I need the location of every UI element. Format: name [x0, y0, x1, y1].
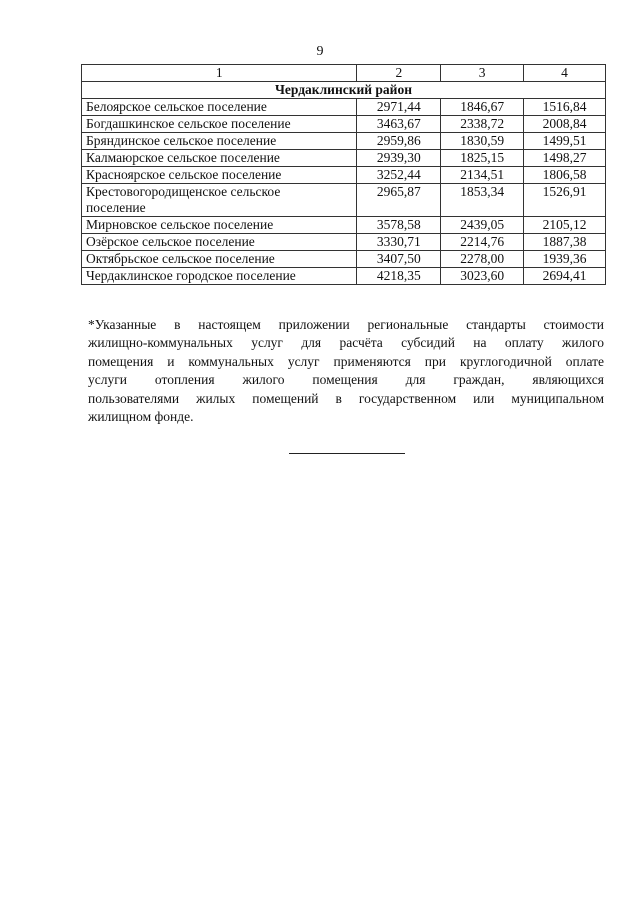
settlement-name: Мирновское сельское поселение — [82, 217, 357, 234]
value-col-3: 3023,60 — [441, 268, 524, 285]
value-col-4: 1806,58 — [524, 167, 606, 184]
table-row — [82, 184, 606, 217]
settlement-name: Калмаюрское сельское поселение — [82, 150, 357, 167]
table-row — [82, 217, 606, 234]
value-col-2: 2971,44 — [357, 99, 441, 116]
footnote-line: *Указанные в настоящем приложении региональные стандарты стоимости — [88, 317, 604, 332]
value-col-3: 1825,15 — [441, 150, 524, 167]
value-col-4: 2008,84 — [524, 116, 606, 133]
table-row — [82, 234, 606, 251]
section-row — [82, 82, 606, 99]
table-row — [82, 150, 606, 167]
standards-table — [81, 64, 606, 285]
value-col-4: 1516,84 — [524, 99, 606, 116]
settlement-name: Богдашкинское сельское поселение — [82, 116, 357, 133]
settlement-name: Бряндинское сельское поселение — [82, 133, 357, 150]
footnote-line: пользователями жилых помещений в государственном или муниципальном — [88, 390, 604, 406]
value-col-2: 3578,58 — [357, 217, 441, 234]
footnote-line: жилищно-коммунальных услуг для расчёта субсидий на оплату жилого — [88, 335, 604, 351]
value-col-2: 2965,87 — [357, 184, 441, 217]
section-title: Чердаклинский район — [82, 82, 606, 99]
value-col-3: 1846,67 — [441, 99, 524, 116]
table-row — [82, 116, 606, 133]
settlement-name: Озёрское сельское поселение — [82, 234, 357, 251]
value-col-2: 3463,67 — [357, 116, 441, 133]
settlement-name: Октябрьское сельское поселение — [82, 251, 357, 268]
footnote-line: помещения и коммунальных услуг применяются при круглогодичной оплате — [88, 353, 604, 369]
page-number: 9 — [316, 44, 324, 59]
value-col-4: 1526,91 — [524, 184, 606, 217]
table-header-row — [82, 65, 606, 82]
footnote-line: жилищном фонде. — [88, 409, 194, 425]
end-divider — [289, 453, 405, 454]
value-col-4: 1887,38 — [524, 234, 606, 251]
value-col-3: 2278,00 — [441, 251, 524, 268]
value-col-3: 2439,05 — [441, 217, 524, 234]
value-col-2: 3252,44 — [357, 167, 441, 184]
value-col-2: 2939,30 — [357, 150, 441, 167]
value-col-3: 2134,51 — [441, 167, 524, 184]
header-col-1: 1 — [82, 65, 357, 82]
header-col-4: 4 — [524, 65, 606, 82]
value-col-3: 2338,72 — [441, 116, 524, 133]
settlement-name: Красноярское сельское поселение — [82, 167, 357, 184]
value-col-4: 1939,36 — [524, 251, 606, 268]
value-col-2: 3407,50 — [357, 251, 441, 268]
settlement-name-line-1: Крестовогородищенское сельское — [86, 184, 281, 199]
table-row — [82, 99, 606, 116]
settlement-name-line-2: поселение — [86, 200, 146, 215]
value-col-4: 2694,41 — [524, 268, 606, 285]
header-col-3: 3 — [441, 65, 524, 82]
table-row — [82, 251, 606, 268]
value-col-3: 1853,34 — [441, 184, 524, 217]
value-col-2: 3330,71 — [357, 234, 441, 251]
settlement-name — [82, 184, 357, 217]
value-col-4: 1499,51 — [524, 133, 606, 150]
value-col-4: 2105,12 — [524, 217, 606, 234]
footnote — [88, 316, 604, 426]
value-col-3: 1830,59 — [441, 133, 524, 150]
table-row — [82, 167, 606, 184]
settlement-name: Чердаклинское городское поселение — [82, 268, 357, 285]
settlement-name: Белоярское сельское поселение — [82, 99, 357, 116]
value-col-3: 2214,76 — [441, 234, 524, 251]
value-col-2: 4218,35 — [357, 268, 441, 285]
table-row — [82, 268, 606, 285]
footnote-line: услуги отопления жилого помещения для граждан, являющихся — [88, 372, 604, 388]
value-col-4: 1498,27 — [524, 150, 606, 167]
value-col-2: 2959,86 — [357, 133, 441, 150]
table-row — [82, 133, 606, 150]
header-col-2: 2 — [357, 65, 441, 82]
